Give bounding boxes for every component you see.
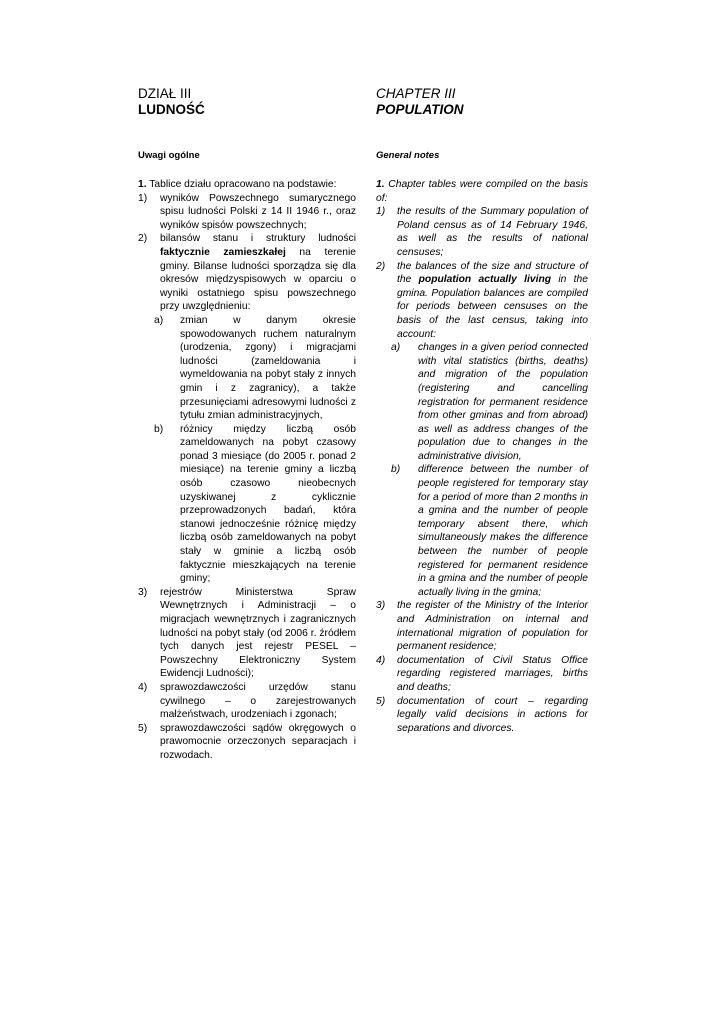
list-marker-1-en: 1) xyxy=(376,206,386,218)
list-text-3-en: the register of the Ministry of the Interior and Administration on internal and international migration of population for permanent residence; xyxy=(397,600,588,653)
chapter-heading-en xyxy=(376,86,464,118)
list-marker-4-en: 4) xyxy=(376,654,386,666)
sublist-marker-b-pl: b) xyxy=(154,423,164,435)
chapter-number-pl: DZIAŁ III xyxy=(138,86,192,101)
chapter-title-pl: LUDNOŚĆ xyxy=(138,102,205,117)
intro-number-pl: 1. xyxy=(138,179,147,190)
list-text-2-bold-pl: faktycznie zamieszkałej xyxy=(160,246,286,258)
list-text-1-pl: wyników Powszechnego sumarycznego spisu ludności Polski z 14 II 1946 r., oraz wyników spisów powszechnych; xyxy=(160,192,356,231)
notes-title-en: General notes xyxy=(376,150,440,161)
intro-number-en: 1. xyxy=(376,179,385,190)
notes-title-pl: Uwagi ogólne xyxy=(138,150,200,161)
list-text-2b-en: in the gmina. Population balances are compiled for periods between censuses on the basis of the last census, taking into account: xyxy=(397,274,588,340)
sublist-item-a-pl xyxy=(138,314,356,423)
list-marker-3-pl: 3) xyxy=(138,586,148,598)
list-item-3-pl xyxy=(138,586,356,681)
list-marker-5-pl: 5) xyxy=(138,722,148,734)
sublist-text-a-pl: zmian w danym okresie spowodowanych ruchem naturalnym (urodzenia, zgony) i migracjami ludności (zameldowania i wymeldowania na pobyt stały z innych gmin i z zagranicy), a także przesunięciami adresowymi ludności z tytułu zmian administracyjnych, xyxy=(180,314,356,422)
list-marker-1-pl: 1) xyxy=(138,192,148,204)
sublist-text-b-en: difference between the number of people registered for temporary stay for a period of more than 2 months in a gmina and the number of people temporary absent there, which simultaneously makes the difference between the number of people registered for permanent residence in a gmina and the number of people actually living in the gmina; xyxy=(418,464,588,598)
chapter-title-en: POPULATION xyxy=(376,102,464,117)
list-item-4-pl xyxy=(138,681,356,722)
list-item-5-en xyxy=(376,695,588,736)
sublist-item-b-en xyxy=(376,463,588,599)
chapter-heading-pl xyxy=(138,86,205,118)
intro-text-en: Chapter tables were compiled on the basis of: xyxy=(376,179,588,204)
notes-body-en xyxy=(376,178,588,735)
list-text-3-pl: rejestrów Ministerstwa Spraw Wewnętrznych i Administracji – o migracjach wewnętrznych i zagranicznych ludności na pobyt stały (od 2006 r. źródłem tych danych jest rejestr PESEL – Powszechny Elektroniczny System Ewidencji Ludności); xyxy=(160,586,356,680)
list-marker-5-en: 5) xyxy=(376,695,386,707)
list-marker-2-en: 2) xyxy=(376,260,386,272)
list-text-2-pl xyxy=(160,232,356,314)
list-text-2a-pl: bilansów stanu i struktury ludności xyxy=(160,233,356,245)
list-marker-3-en: 3) xyxy=(376,600,386,612)
intro-paragraph-en xyxy=(376,178,588,205)
list-text-2-en xyxy=(397,260,588,342)
list-text-2a-en: the balances of the size and structure of the xyxy=(397,260,588,286)
intro-text-pl: Tablice działu opracowano na podstawie: xyxy=(146,179,337,190)
sublist-item-a-en xyxy=(376,341,588,463)
list-text-5-pl: sprawozdawczości sądów okręgowych o prawomocnie orzeczonych separacjach i rozwodach. xyxy=(160,722,356,761)
list-text-4-en: documentation of Civil Status Office regarding registered marriages, births and deaths; xyxy=(397,654,588,693)
sublist-marker-a-en: a) xyxy=(391,342,401,354)
list-item-3-en xyxy=(376,599,588,653)
list-text-5-en: documentation of court – regarding legally valid decisions in actions for separations and divorces. xyxy=(397,695,588,734)
sublist-item-b-pl xyxy=(138,423,356,586)
list-text-2-bold-en: population actually living xyxy=(418,274,552,286)
sublist-marker-a-pl: a) xyxy=(154,314,164,326)
sublist-text-a-en: changes in a given period connected with vital statistics (births, deaths) and migration of the population (registering and cancelling registration for permanent residence from other gminas and from abroad) as well as address changes of the population due to changes in the administrative division, xyxy=(418,342,588,462)
notes-body-pl xyxy=(138,178,356,763)
sublist-marker-b-en: b) xyxy=(391,464,401,476)
chapter-number-en: CHAPTER III xyxy=(376,86,456,101)
list-item-1-en xyxy=(376,205,588,259)
list-item-5-pl xyxy=(138,722,356,763)
list-marker-2-pl: 2) xyxy=(138,233,148,245)
list-text-4-pl: sprawozdawczości urzędów stanu cywilnego – o zarejestrowanych małżeństwach, urodzeniach i zgonach; xyxy=(160,681,356,721)
list-item-2-en xyxy=(376,260,588,342)
list-item-4-en xyxy=(376,654,588,695)
list-item-2-pl xyxy=(138,232,356,314)
list-text-1-en: the results of the Summary population of Poland census as of 14 February 1946, as well as the results of national censuses; xyxy=(397,206,588,258)
list-marker-4-pl: 4) xyxy=(138,681,148,693)
sublist-text-b-pl: różnicy między liczbą osób zameldowanych na pobyt czasowy ponad 3 miesiące (do 2005 r. ponad 2 miesiące) na terenie gminy a liczbą osób czasowo nieobecnych uzyskiwanej z cyklicznie przeprowadzonych badań, która stanowi jednocześnie różnicę między liczbą osób zameldowanych na pobyt stały w gminie a liczbą osób faktycznie mieszkających na terenie gminy; xyxy=(180,423,356,585)
intro-paragraph-pl xyxy=(138,178,356,192)
list-item-1-pl xyxy=(138,192,356,233)
list-text-2b-pl: na terenie gminy. Bilanse ludności sporządza się dla okresów międzyspisowych w oparciu o wyniki ostatniego spisu powszechnego przy uwzględnieniu: xyxy=(160,246,356,313)
